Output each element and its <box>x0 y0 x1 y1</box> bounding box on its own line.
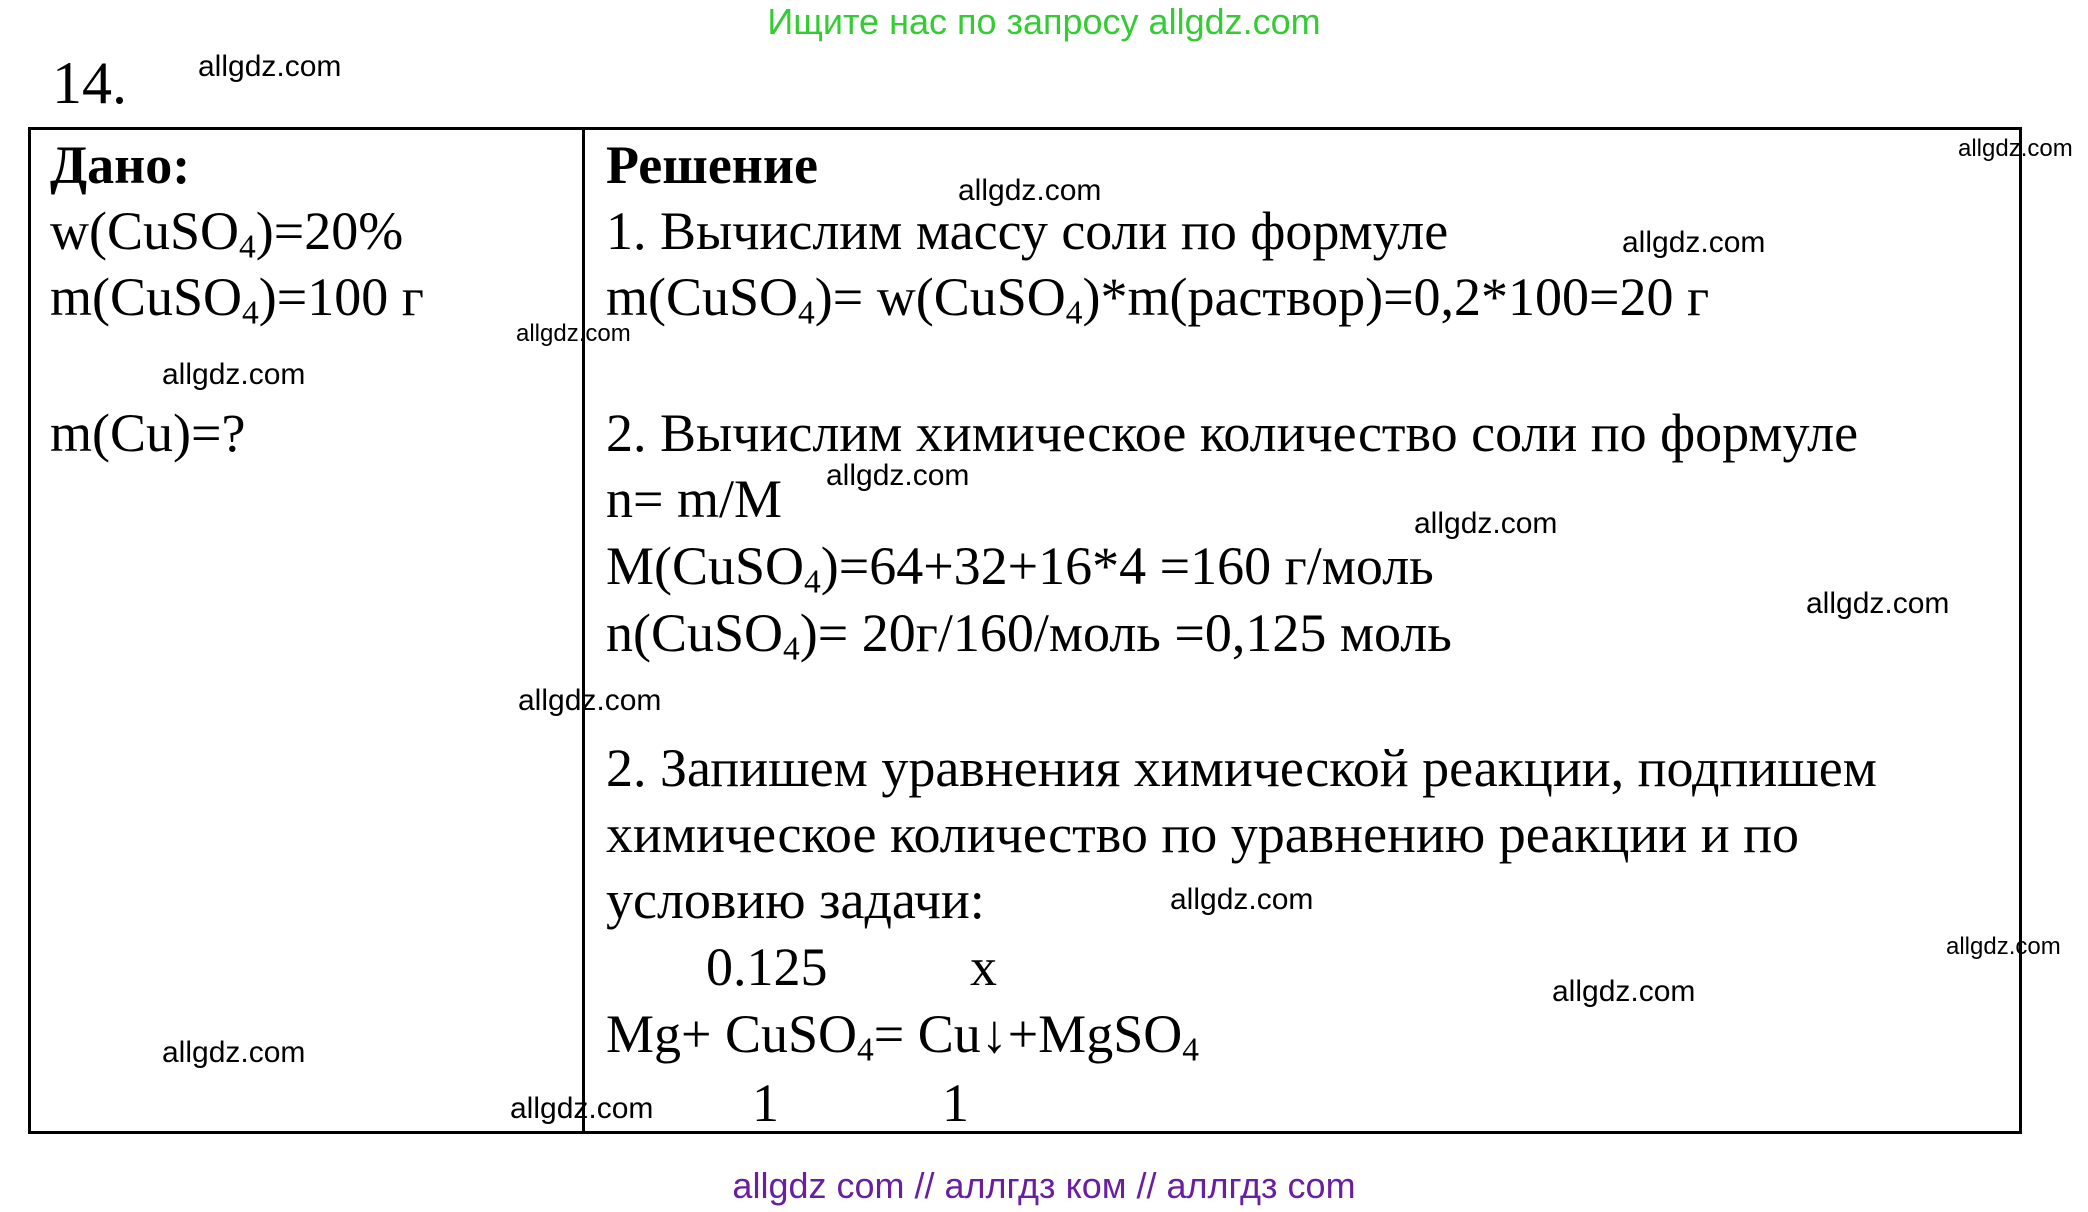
step3-line-3: условию задачи: <box>606 870 985 930</box>
molar-mass-line: M(CuSO$_4$)=64+32+16*4 =160 г/моль <box>606 536 1434 601</box>
watermark: allgdz.com <box>1622 226 1766 259</box>
watermark: allgdz.com <box>510 1092 654 1125</box>
watermark: allgdz.com <box>1946 933 2061 960</box>
table-divider <box>582 127 585 1134</box>
watermark: allgdz.com <box>198 50 342 83</box>
equation-below-right: 1 <box>942 1073 969 1133</box>
reaction-equation: Mg+ CuSO$_4$= Cu↓+MgSO$_4$ <box>606 1004 1199 1069</box>
solution-title: Решение <box>606 135 818 195</box>
equation-below-left: 1 <box>752 1073 779 1133</box>
watermark: allgdz.com <box>1552 975 1696 1008</box>
find-line: m(Cu)=? <box>50 403 246 463</box>
watermark: allgdz.com <box>1414 507 1558 540</box>
watermark: allgdz.com <box>162 358 306 391</box>
step3-line-1: 2. Запишем уравнения химической реакции, подпишем <box>606 738 1877 798</box>
step3-line-2: химическое количество по уравнению реакции и по <box>606 804 1800 864</box>
equation-above-left: 0.125 <box>706 937 828 997</box>
amount-line: n(CuSO$_4$)= 20г/160/моль =0,125 моль <box>606 603 1452 668</box>
watermark: allgdz.com <box>518 684 662 717</box>
footer-links: allgdz com // аллгдз ком // аллгдз com <box>732 1165 1356 1206</box>
watermark: allgdz.com <box>1958 135 2073 162</box>
watermark: allgdz.com <box>958 174 1102 207</box>
step2-title: 2. Вычислим химическое количество соли по формуле <box>606 403 1859 463</box>
watermark: allgdz.com <box>1170 883 1314 916</box>
watermark: allgdz.com <box>1806 587 1950 620</box>
watermark: allgdz.com <box>826 459 970 492</box>
step1-title: 1. Вычислим массу соли по формуле <box>606 201 1449 261</box>
top-banner: Ищите нас по запросу allgdz.com <box>767 1 1321 42</box>
given-title: Дано: <box>50 135 191 195</box>
task-number: 14. <box>52 50 127 116</box>
step1-formula: m(CuSO$_4$)= w(CuSO$_4$)*m(раствор)=0,2*100=20 г <box>606 267 1710 332</box>
watermark: allgdz.com <box>516 320 631 347</box>
step2-formula: n= m/M <box>606 469 782 529</box>
given-line-1: w(CuSO$_4$)=20% <box>50 201 404 266</box>
equation-above-right: x <box>970 937 997 997</box>
given-line-2: m(CuSO$_4$)=100 г <box>50 267 424 332</box>
watermark: allgdz.com <box>162 1036 306 1069</box>
